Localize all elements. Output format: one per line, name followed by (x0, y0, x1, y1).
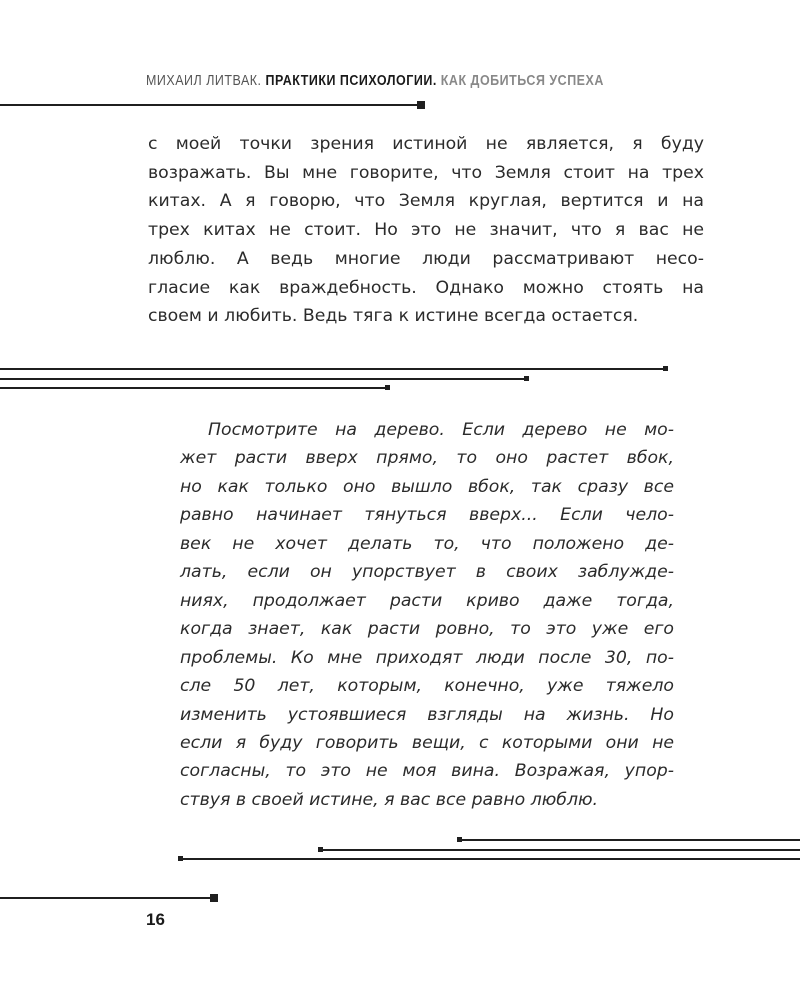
divider-dot (663, 366, 668, 371)
footer-rule (0, 897, 214, 899)
divider-dot (524, 376, 529, 381)
divider-line (460, 839, 800, 841)
footer-rule-cap (210, 894, 218, 902)
running-header (146, 73, 604, 89)
quote-line: изменить устоявшиеся взгляды на жизнь. Но (180, 704, 674, 725)
divider-dot (385, 385, 390, 390)
divider-line (0, 368, 665, 370)
quote-line: лать, если он упорствует в своих заблужде- (180, 562, 674, 583)
quote-line: век не хочет делать то, что положено де- (180, 533, 674, 554)
quote-block (180, 416, 674, 814)
header-author: МИХАИЛ ЛИТВАК. (146, 73, 262, 89)
body-line: с моей точки зрения истиной не является, я буду (148, 134, 704, 154)
page-number: 16 (146, 910, 165, 929)
quote-line: жет расти вверх прямо, то оно растет вбок, (180, 448, 674, 469)
quote-line: Посмотрите на дерево. Если дерево не мо- (208, 420, 674, 440)
divider-line (181, 858, 800, 860)
quote-line: сле 50 лет, которым, конечно, уже тяжело (180, 676, 674, 697)
quote-line: ствуя в своей истине, я вас все равно люблю. (180, 789, 599, 810)
header-rule-cap (417, 101, 425, 109)
quote-line: равно начинает тянуться вверх... Если чело- (180, 505, 674, 526)
quote-line: согласны, то это не моя вина. Возражая, упор- (180, 761, 674, 782)
body-line: своем и любить. Ведь тяга к истине всегда остается. (148, 306, 639, 327)
header-title: ПРАКТИКИ ПСИХОЛОГИИ. (265, 73, 437, 89)
body-line: возражать. Вы мне говорите, что Земля стоит на трех (148, 162, 704, 183)
header-subtitle: КАК ДОБИТЬСЯ УСПЕХА (440, 73, 604, 89)
body-paragraph (148, 130, 704, 331)
body-line: китах. А я говорю, что Земля круглая, вертится и на (148, 191, 704, 212)
divider-line (0, 378, 527, 380)
body-line: трех китах не стоит. Но это не значит, что я вас не (148, 220, 704, 241)
quote-line: проблемы. Ко мне приходят люди после 30, по- (180, 647, 674, 668)
divider-line (321, 849, 800, 851)
quote-line: ниях, продолжает расти криво даже тогда, (180, 590, 674, 611)
divider-line (0, 387, 388, 389)
body-line: люблю. А ведь многие люди рассматривают несо- (148, 248, 704, 269)
body-line: гласие как враждебность. Однако можно стоять на (148, 277, 704, 298)
quote-line: когда знает, как расти ровно, то это уже его (180, 619, 674, 640)
header-rule (0, 104, 420, 106)
quote-line: если я буду говорить вещи, с которыми они не (180, 732, 674, 753)
quote-line: но как только оно вышло вбок, так сразу все (180, 476, 674, 497)
